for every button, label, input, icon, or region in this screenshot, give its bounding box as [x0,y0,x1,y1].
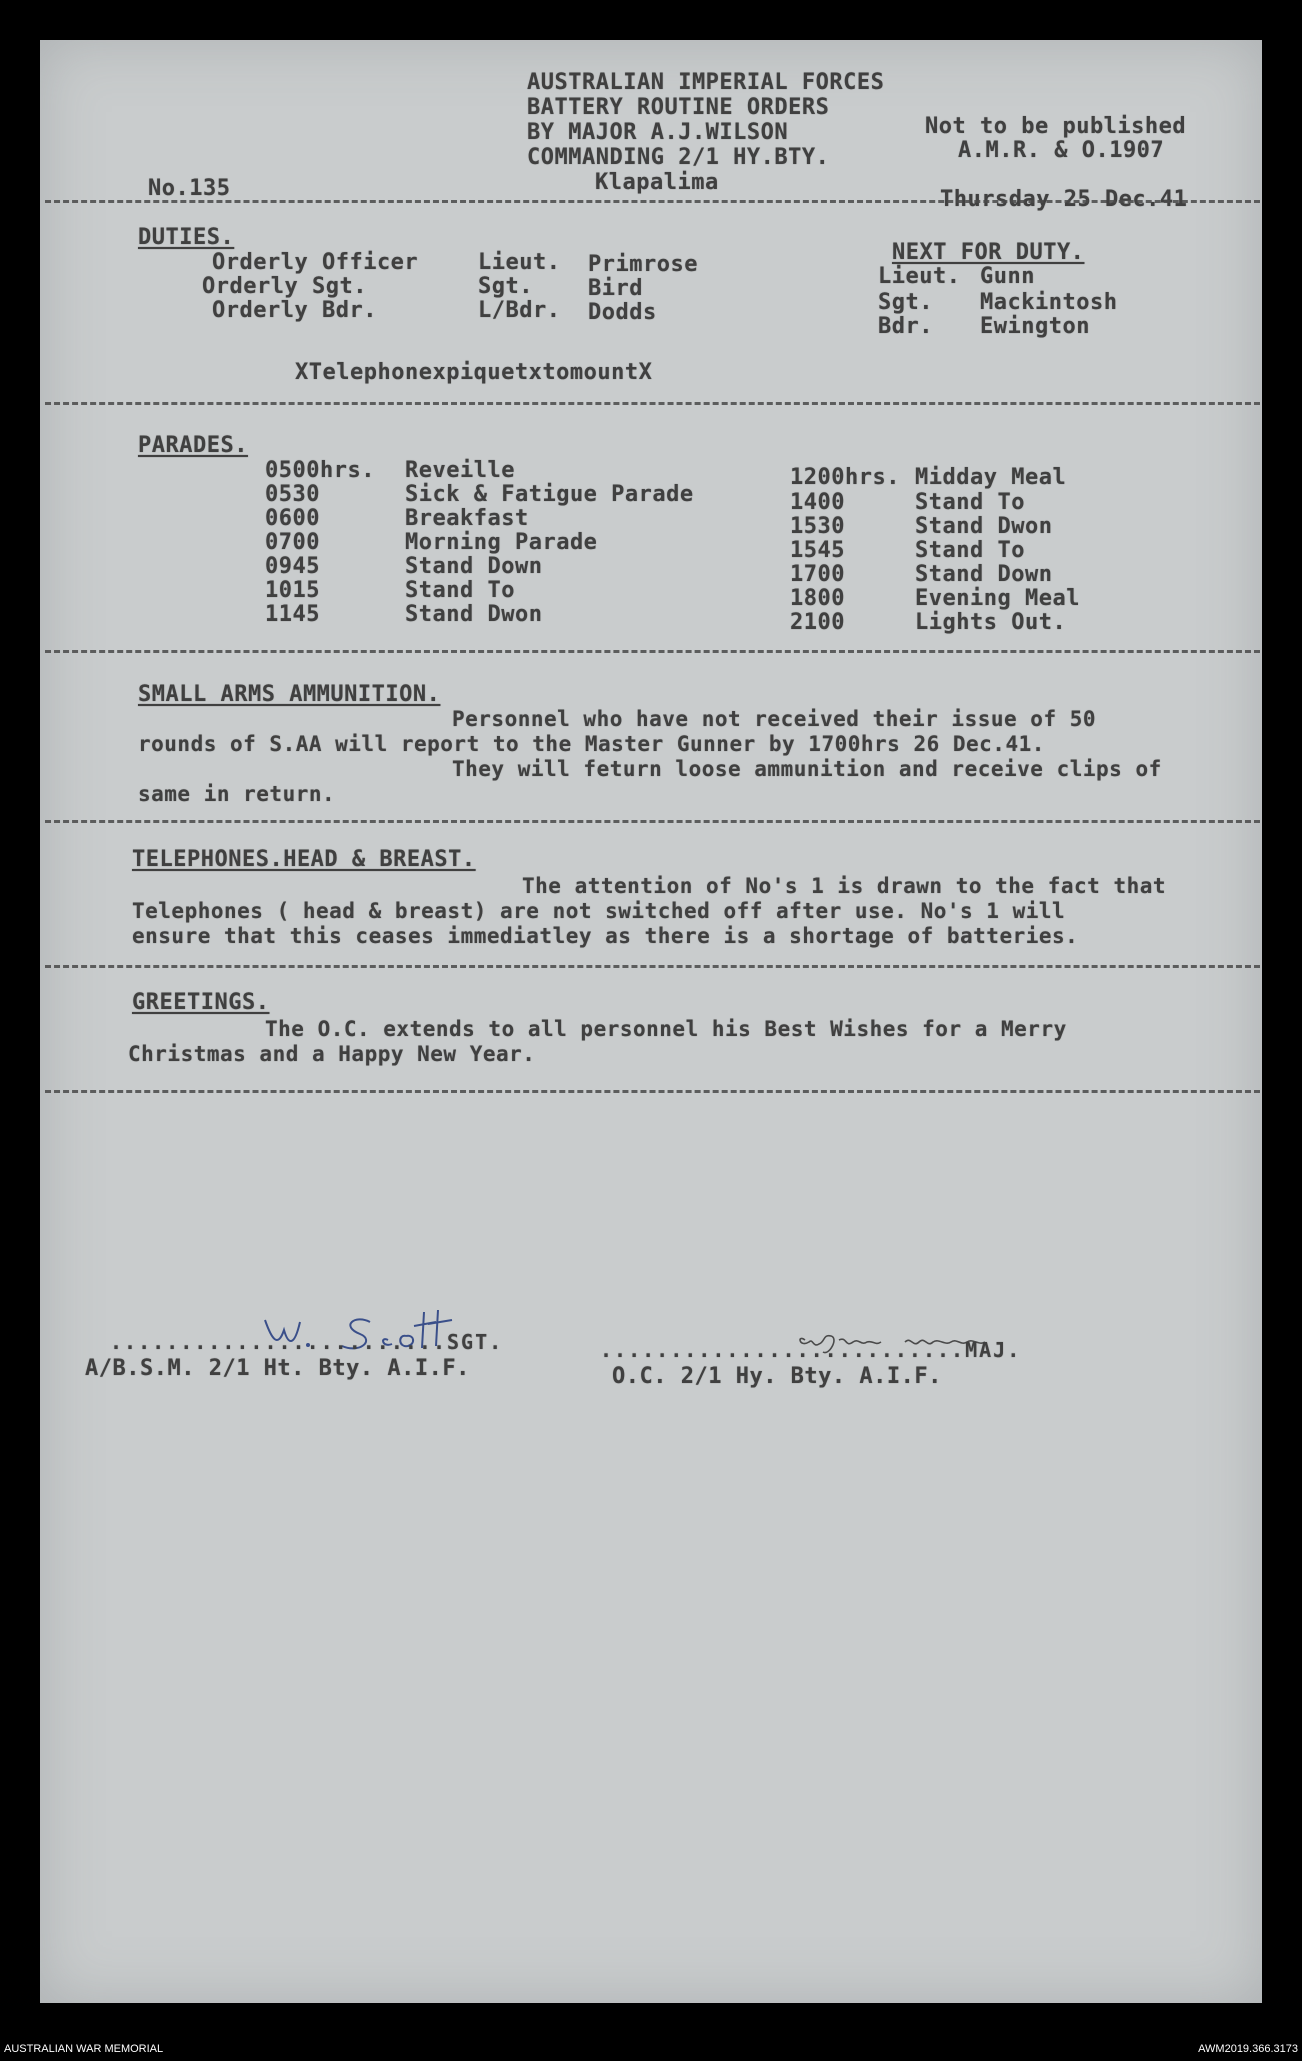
order-date: Thursday 25 Dec.41 [940,187,1188,212]
next-duty-rank: Bdr. [878,314,933,339]
small-arms-line-4: same in return. [138,782,336,806]
duty-name: Dodds [588,300,657,325]
duty-role: Orderly Officer [212,250,419,275]
telephones-line-3: ensure that this ceases immediatley as there is a shortage of batteries. [132,924,1079,948]
divider [45,965,1260,968]
header-line-2: BATTERY ROUTINE ORDERS [527,95,830,120]
footer [0,2036,1302,2061]
next-duty-rank: Sgt. [878,290,933,315]
duty-role: Orderly Bdr. [212,298,377,323]
parade-time: 0945 [265,554,320,579]
telephones-heading: TELEPHONES.HEAD & BREAST. [132,847,476,872]
duty-rank: Sgt. [478,274,533,299]
parade-event: Stand Down [405,554,543,579]
next-duty-name: Gunn [980,264,1035,289]
left-signature-line: ........................SGT. [110,1330,504,1354]
duty-rank: L/Bdr. [478,298,561,323]
duty-rank: Lieut. [478,250,561,275]
parade-time: 1545 [790,538,845,563]
small-arms-line-2: rounds of S.AA will report to the Master Gunner by 1700hrs 26 Dec.41. [138,732,1045,756]
small-arms-heading: SMALL ARMS AMMUNITION. [138,682,441,707]
divider [45,650,1260,653]
duty-name: Bird [588,276,643,301]
parade-time: 1800 [790,586,845,611]
parade-event: Stand To [405,578,515,603]
duties-heading: DUTIES. [138,225,235,250]
parade-time: 1145 [265,602,320,627]
parade-event: Stand Dwon [405,602,543,627]
struck-out-line: XTelephonexpiquetxtomountX [295,360,653,385]
amr-reference: A.M.R. & O.1907 [958,138,1165,163]
order-number: No.135 [148,176,231,201]
greetings-heading: GREETINGS. [132,990,270,1015]
header-line-4: COMMANDING 2/1 HY.BTY. [527,145,830,170]
duty-role: Orderly Sgt. [202,274,367,299]
header-line-1: AUSTRALIAN IMPERIAL FORCES [527,70,885,95]
parade-time: 1200hrs. [790,465,900,490]
parade-event: Stand Dwon [915,514,1053,539]
parade-time: 1400 [790,490,845,515]
parade-event: Breakfast [405,506,529,531]
next-duty-name: Ewington [980,314,1090,339]
parade-event: Evening Meal [915,586,1080,611]
parade-event: Lights Out. [915,610,1067,635]
parade-time: 1015 [265,578,320,603]
right-signature-title: O.C. 2/1 Hy. Bty. A.I.F. [612,1364,942,1389]
small-arms-line-3: They will feturn loose ammunition and receive clips of [452,757,1162,781]
right-signature-line: ..........................MAJ. [600,1338,1022,1362]
parade-event: Sick & Fatigue Parade [405,482,694,507]
telephones-line-2: Telephones ( head & breast) are not switched off after use. No's 1 will [132,899,1066,923]
footer-reference: AWM2019.366.3173 [1198,2043,1298,2055]
parade-event: Stand To [915,538,1025,563]
parade-time: 0530 [265,482,320,507]
divider [45,1090,1260,1093]
telephones-line-1: The attention of No's 1 is drawn to the fact that [522,874,1167,898]
parade-event: Midday Meal [915,465,1067,490]
next-for-duty-heading: NEXT FOR DUTY. [892,240,1085,265]
parade-time: 1700 [790,562,845,587]
footer-source: AUSTRALIAN WAR MEMORIAL [4,2043,164,2055]
greetings-line-1: The O.C. extends to all personnel his Best Wishes for a Merry [265,1017,1067,1041]
divider [45,200,1260,203]
not-published-note: Not to be published [925,114,1187,139]
duty-name: Primrose [588,252,698,277]
next-duty-name: Mackintosh [980,290,1118,315]
parade-time: 0700 [265,530,320,555]
greetings-line-2: Christmas and a Happy New Year. [128,1042,536,1066]
parade-time: 2100 [790,610,845,635]
parade-time: 1530 [790,514,845,539]
divider [45,402,1260,405]
left-signature-title: A/B.S.M. 2/1 Ht. Bty. A.I.F. [85,1356,470,1381]
divider [45,820,1260,823]
parade-event: Morning Parade [405,530,598,555]
parade-event: Reveille [405,458,515,483]
header-line-3: BY MAJOR A.J.WILSON [527,120,789,145]
small-arms-line-1: Personnel who have not received their issue of 50 [452,707,1097,731]
parade-time: 0500hrs. [265,458,375,483]
parade-time: 0600 [265,506,320,531]
document-page [40,40,1262,2003]
header-location: Klapalima [595,170,719,195]
parade-event: Stand Down [915,562,1053,587]
next-duty-rank: Lieut. [878,264,961,289]
parades-heading: PARADES. [138,433,248,458]
parade-event: Stand To [915,490,1025,515]
